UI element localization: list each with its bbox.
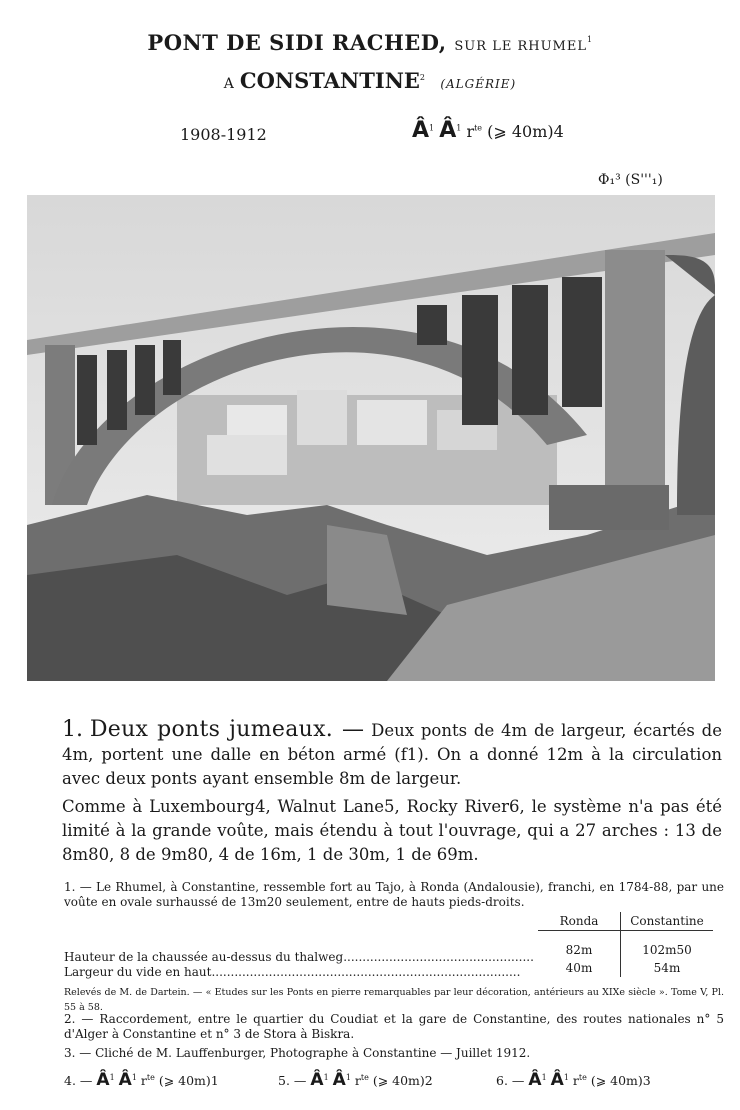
- releves-note: Relevés de M. de Dartein. — « Etudes sur les Ponts en pierre remarquables par leur décoration, antérieurs au XIXe siècle ». Tome V, Pl. 55 à 58.: [64, 987, 724, 1013]
- date-range: 1908-1912: [180, 125, 267, 144]
- bridge-photograph: [27, 195, 715, 681]
- cell-constantine-height: 102m50: [642, 943, 692, 957]
- footnote-1: 1. — Le Rhumel, à Constantine, ressemble fort au Tajo, à Ronda (Andalousie), franchi, en 1784-88, par une voûte en ovale surhaussé de 13m20 seulement, entre de hauts pieds-droits.: [64, 880, 724, 909]
- section-number: 1.: [62, 717, 83, 742]
- table-row-label-1: Hauteur de la chaussée au-dessus du thalweg..................................................: [64, 950, 534, 964]
- section-paragraph-1: Deux ponts de 4m de largeur, écartés de 4m, portent une dalle en béton armé (f1). On a donné 12m à la circulation avec deux ponts ayant ensemble 8m de largeur.: [62, 721, 722, 788]
- comparison-table: [538, 912, 713, 977]
- table-row-label-2: Largeur du vide en haut.................................................................................: [64, 965, 521, 979]
- cell-constantine-width: 54m: [653, 961, 681, 975]
- section-paragraph-2: Comme à Luxembourg4, Walnut Lane5, Rocky River6, le système n'a pas été limité à la grande voûte, mais étendu à tout l'ouvrage, qui a 27 arches : 13 de 8m80, 8 de 9m80, 4 de 16m, 1 de 30m, 1 de 69m.: [62, 797, 722, 864]
- section-heading: Deux ponts jumeaux. —: [89, 717, 365, 742]
- page-subtitle: A CONSTANTINE$^2$ (ALGÉRIE): [223, 68, 517, 93]
- col-header-ronda: Ronda: [538, 912, 621, 931]
- footnote-2: 2. — Raccordement, entre le quartier du Coudiat et la gare de Constantine, des routes nationales n° 5 d'Alger à Constantine et n° 3 de Stora à Biskra.: [64, 1012, 724, 1041]
- section-1: [62, 718, 722, 791]
- phi-label: Φ₁³ (S'''₁): [598, 172, 663, 188]
- cell-ronda-height: 82m: [538, 941, 621, 959]
- footnote-6: 6. — $Â^1$ $Â^1$ $r^{te}$ (⩾ 40m)3: [496, 1070, 651, 1091]
- cell-ronda-width: 40m: [538, 959, 621, 977]
- page-title: PONT DE SIDI RACHED, SUR LE RHUMEL$^1$: [147, 30, 593, 55]
- footnote-4: 4. — $Â^1$ $Â^1$ $r^{te}$ (⩾ 40m)1: [64, 1070, 219, 1091]
- col-header-constantine: Constantine: [621, 912, 714, 931]
- footnote-5: 5. — $Â^1$ $Â^1$ $r^{te}$ (⩾ 40m)2: [278, 1070, 433, 1091]
- footnote-3: 3. — Cliché de M. Lauffenburger, Photographe à Constantine — Juillet 1912.: [64, 1046, 531, 1060]
- classification-notation: $Â^1$ $Â^1$ $r^{te}$ (⩾ 40m)4: [412, 118, 564, 143]
